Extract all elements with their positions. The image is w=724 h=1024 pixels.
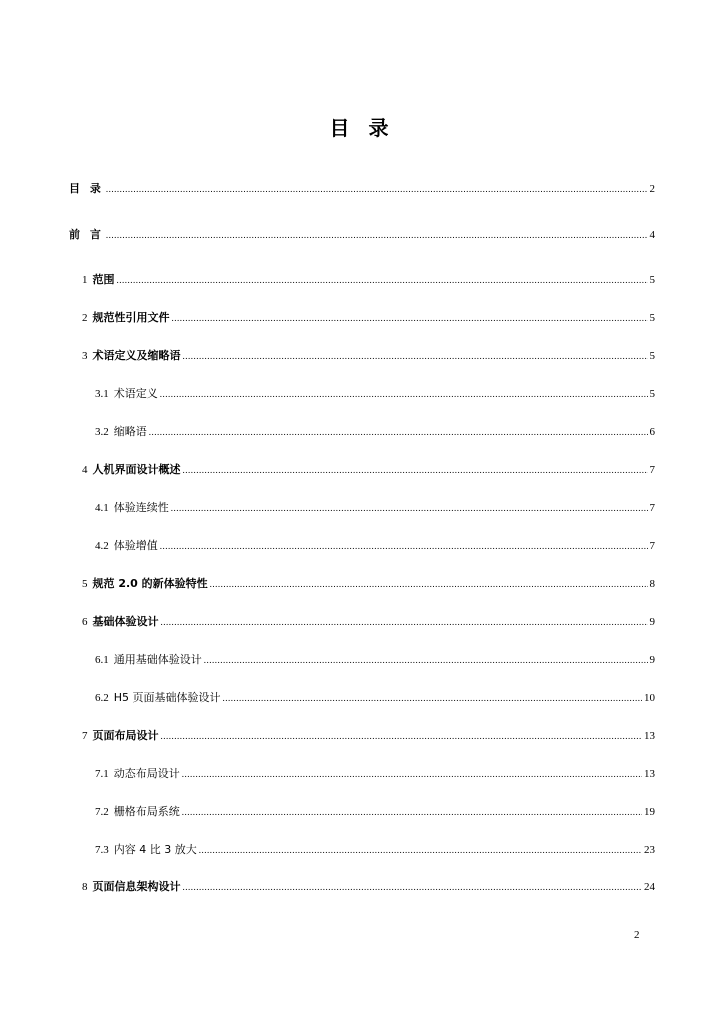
toc-entry[interactable] xyxy=(82,349,655,363)
dot-leader xyxy=(172,311,648,325)
toc-entry[interactable] xyxy=(95,425,655,439)
toc-entry-number: 6.2 xyxy=(95,692,109,704)
toc-entry[interactable] xyxy=(82,577,655,591)
page-title: 目 录 xyxy=(329,116,395,140)
toc-entry-text: 规范 2.0 的新体验特性 xyxy=(92,577,208,590)
dot-leader xyxy=(161,729,643,743)
dot-leader xyxy=(149,425,648,439)
dot-leader xyxy=(106,182,648,196)
toc-entry[interactable] xyxy=(95,691,655,705)
toc-entry[interactable] xyxy=(95,387,655,401)
toc-entry-text: 体验连续性 xyxy=(113,501,169,514)
toc-entry-page: 24 xyxy=(644,881,655,893)
toc-entry-page: 9 xyxy=(649,654,655,666)
toc-entry-page: 5 xyxy=(649,274,655,286)
toc-entry-text: 内容 4 比 3 放大 xyxy=(113,843,197,856)
dot-leader xyxy=(160,387,648,401)
toc-entry-number: 3 xyxy=(82,350,88,362)
toc-entry-page: 7 xyxy=(649,540,655,552)
toc-entry-number: 6.1 xyxy=(95,654,109,666)
toc-entry-page: 13 xyxy=(644,768,655,780)
toc-entry-page: 10 xyxy=(644,692,655,704)
toc-entry-number: 7.2 xyxy=(95,806,109,818)
toc-entry-page: 5 xyxy=(649,350,655,362)
dot-leader xyxy=(199,843,642,857)
toc-entry-text: 缩略语 xyxy=(113,425,147,438)
dot-leader xyxy=(160,539,648,553)
toc-entry-number: 4.1 xyxy=(95,502,109,514)
toc-entry-contents[interactable] xyxy=(69,182,655,196)
toc-entry-number: 2 xyxy=(82,312,88,324)
toc-entry[interactable] xyxy=(82,311,655,325)
toc-entry[interactable] xyxy=(82,880,655,894)
dot-leader xyxy=(183,349,648,363)
toc-entry-text: 基础体验设计 xyxy=(92,615,159,628)
toc-entry[interactable] xyxy=(95,767,655,781)
toc-entry-number: 3.1 xyxy=(95,388,109,400)
toc-entry-preface[interactable] xyxy=(69,228,655,242)
dot-leader xyxy=(182,767,642,781)
toc-entry-page: 5 xyxy=(649,388,655,400)
toc-entry-text: 人机界面设计概述 xyxy=(92,463,181,476)
toc-entry[interactable] xyxy=(82,273,655,287)
toc-entry-number: 5 xyxy=(82,578,88,590)
toc-entry-text: 规范性引用文件 xyxy=(92,311,170,324)
dot-leader xyxy=(210,577,648,591)
toc-entry[interactable] xyxy=(95,843,655,857)
dot-leader xyxy=(182,805,642,819)
dot-leader xyxy=(161,615,648,629)
toc-entry-page: 4 xyxy=(649,229,655,241)
toc-entry-text: 前 言 xyxy=(69,228,104,241)
toc-entry-number: 4.2 xyxy=(95,540,109,552)
toc-entry-number: 1 xyxy=(82,274,88,286)
toc-entry-page: 13 xyxy=(644,730,655,742)
toc-entry-number: 4 xyxy=(82,464,88,476)
toc-entry-number: 7.3 xyxy=(95,844,109,856)
page-number: 2 xyxy=(634,929,640,941)
toc-entry-text: 体验增值 xyxy=(113,539,158,552)
dot-leader xyxy=(117,273,648,287)
dot-leader xyxy=(171,501,648,515)
toc-entry[interactable] xyxy=(95,539,655,553)
toc-entry[interactable] xyxy=(82,615,655,629)
toc-entry[interactable] xyxy=(82,463,655,477)
toc-entry-text: 栅格布局系统 xyxy=(113,805,180,818)
toc-entry-page: 19 xyxy=(644,806,655,818)
toc-entry-page: 23 xyxy=(644,844,655,856)
toc-entry[interactable] xyxy=(95,501,655,515)
toc-entry-page: 5 xyxy=(649,312,655,324)
toc-entry-number: 7 xyxy=(82,730,88,742)
toc-entry-page: 6 xyxy=(649,426,655,438)
toc-entry[interactable] xyxy=(95,805,655,819)
toc-entry-page: 7 xyxy=(649,502,655,514)
dot-leader xyxy=(183,880,643,894)
dot-leader xyxy=(204,653,648,667)
toc-entry-text: 动态布局设计 xyxy=(113,767,180,780)
toc-entry-number: 8 xyxy=(82,881,88,893)
toc-entry-page: 8 xyxy=(649,578,655,590)
toc-entry-text: 通用基础体验设计 xyxy=(113,653,202,666)
dot-leader xyxy=(223,691,642,705)
dot-leader xyxy=(106,228,648,242)
toc-entry-text: 术语定义 xyxy=(113,387,158,400)
toc-entry-text: 范围 xyxy=(92,273,115,286)
toc-entry-text: 目 录 xyxy=(69,182,104,195)
toc-entry[interactable] xyxy=(82,729,655,743)
toc-entry-number: 7.1 xyxy=(95,768,109,780)
dot-leader xyxy=(183,463,648,477)
toc-entry[interactable] xyxy=(95,653,655,667)
toc-entry-number: 6 xyxy=(82,616,88,628)
toc-entry-page: 2 xyxy=(649,183,655,195)
toc-entry-text: 术语定义及缩略语 xyxy=(92,349,181,362)
toc-entry-page: 7 xyxy=(649,464,655,476)
toc-entry-number: 3.2 xyxy=(95,426,109,438)
toc-entry-text: 页面布局设计 xyxy=(92,729,159,742)
toc-entry-text: 页面信息架构设计 xyxy=(92,880,181,893)
toc-entry-page: 9 xyxy=(649,616,655,628)
toc-entry-text: H5 页面基础体验设计 xyxy=(113,691,221,704)
